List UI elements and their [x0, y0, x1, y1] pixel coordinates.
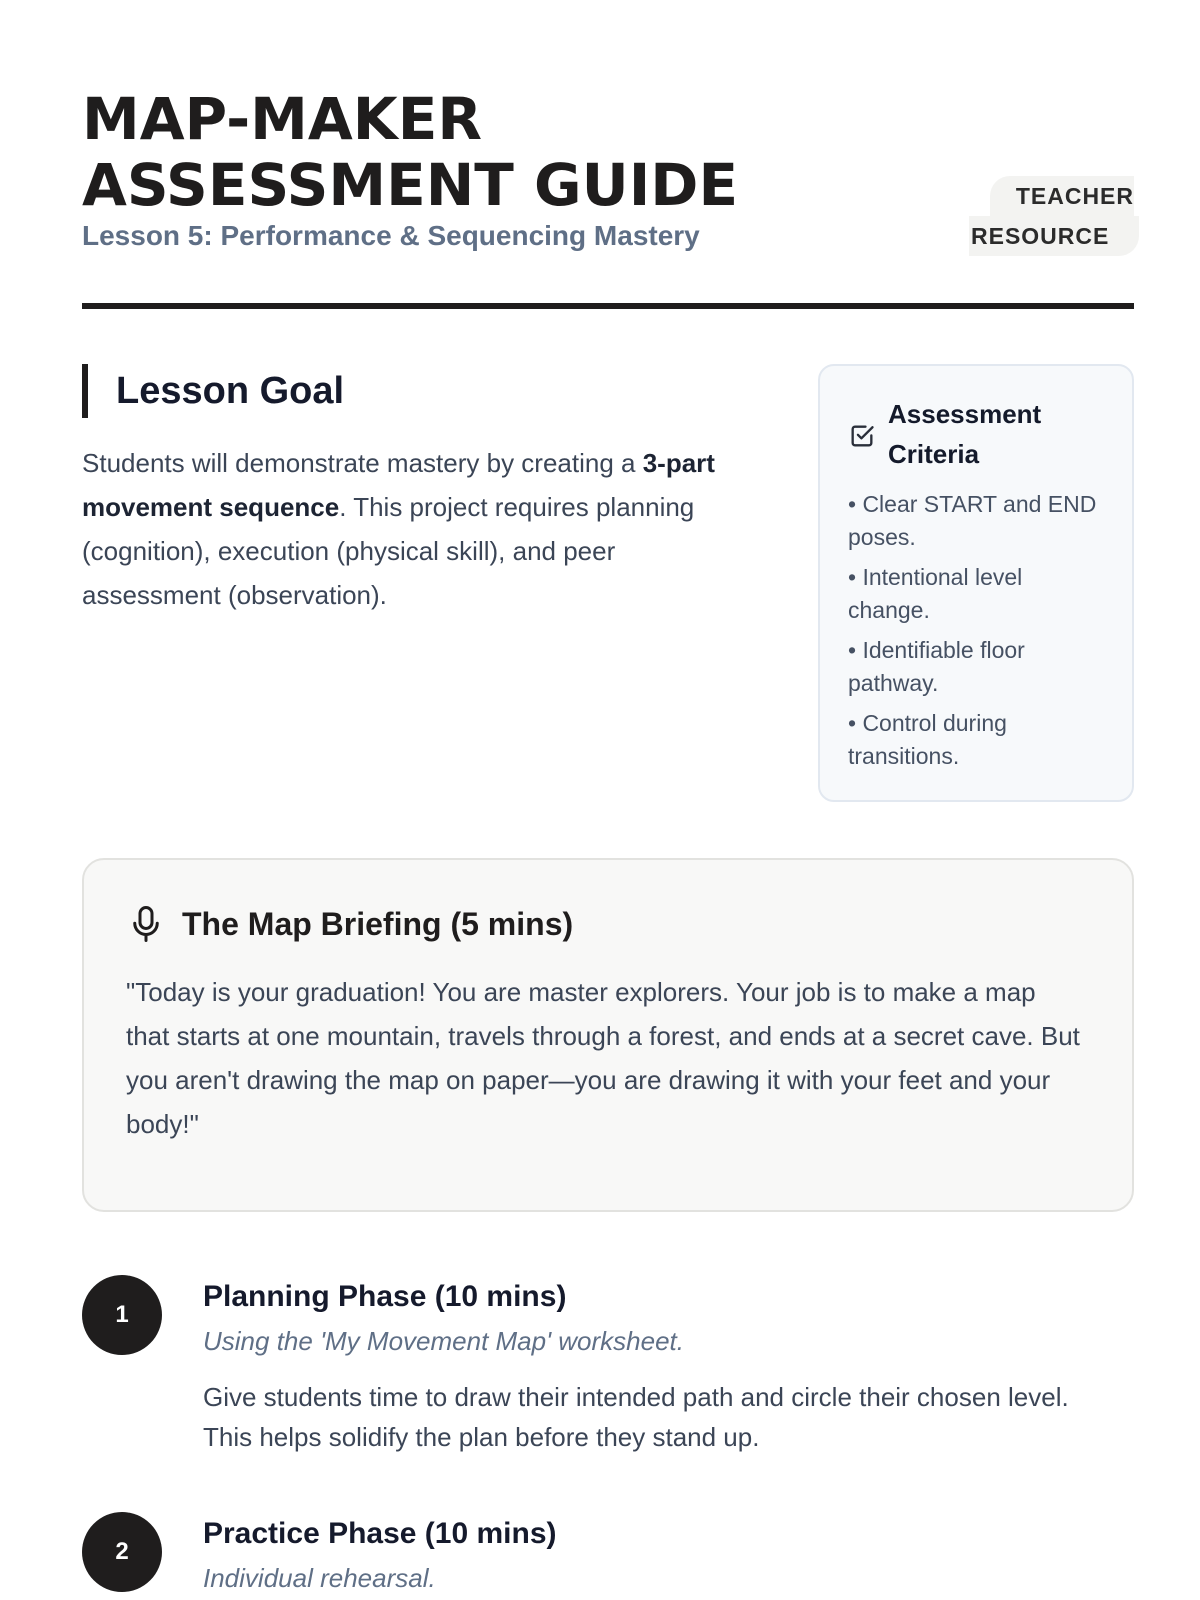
map-briefing-card	[82, 858, 1134, 1212]
goal-text-end: . This project requires planning (cognition), execution (physical skill), and peer assessment (observation).	[82, 492, 695, 610]
page-subtitle: Lesson 5: Performance & Sequencing Mastery	[82, 220, 700, 251]
criteria-item: • Identifiable floor pathway.	[848, 637, 1025, 696]
briefing-quote: "Today is your graduation! You are master explorers. Your job is to make a map that starts at one mountain, travels through a forest, and ends at a secret cave. But you aren't drawing the map on paper—you are drawing it with your feet and your body!"	[126, 977, 1080, 1139]
lesson-goal-text	[82, 441, 742, 617]
criteria-list	[848, 488, 1098, 780]
goal-text-start: Students will demonstrate mastery by creating a	[82, 448, 643, 478]
badge-line-1: TEACHER	[990, 176, 1134, 216]
header-divider	[82, 303, 1134, 309]
lesson-goal-heading: Lesson Goal	[82, 364, 344, 418]
step-number-badge: 2	[82, 1512, 162, 1592]
step-subtitle: Individual rehearsal.	[203, 1563, 436, 1593]
title-line-1: MAP-MAKER	[82, 85, 482, 153]
step-title: Planning Phase (10 mins)	[203, 1280, 567, 1313]
criteria-item: • Control during transitions.	[848, 710, 1007, 769]
criteria-title: Assessment Criteria	[888, 399, 1042, 469]
teacher-resource-badge	[969, 176, 1134, 272]
page-title	[82, 86, 882, 218]
step-subtitle: Using the 'My Movement Map' worksheet.	[203, 1326, 684, 1356]
title-line-2: ASSESSMENT GUIDE	[82, 151, 739, 219]
checkbox-icon	[848, 422, 876, 450]
step-title: Practice Phase (10 mins)	[203, 1517, 557, 1550]
assessment-criteria-card	[818, 364, 1134, 802]
goal-text-emphasis: 3-part movement sequence	[82, 448, 715, 522]
step-number-badge: 1	[82, 1275, 162, 1355]
page	[82, 0, 1134, 1600]
criteria-item: • Intentional level change.	[848, 564, 1023, 623]
microphone-icon	[128, 904, 164, 944]
step-description: Give students time to draw their intended path and circle their chosen level. This helps solidify the plan before they stand up.	[203, 1382, 1069, 1452]
badge-line-2: RESOURCE	[969, 216, 1139, 256]
criteria-item: • Clear START and END poses.	[848, 491, 1097, 550]
briefing-title: The Map Briefing (5 mins)	[182, 906, 574, 942]
